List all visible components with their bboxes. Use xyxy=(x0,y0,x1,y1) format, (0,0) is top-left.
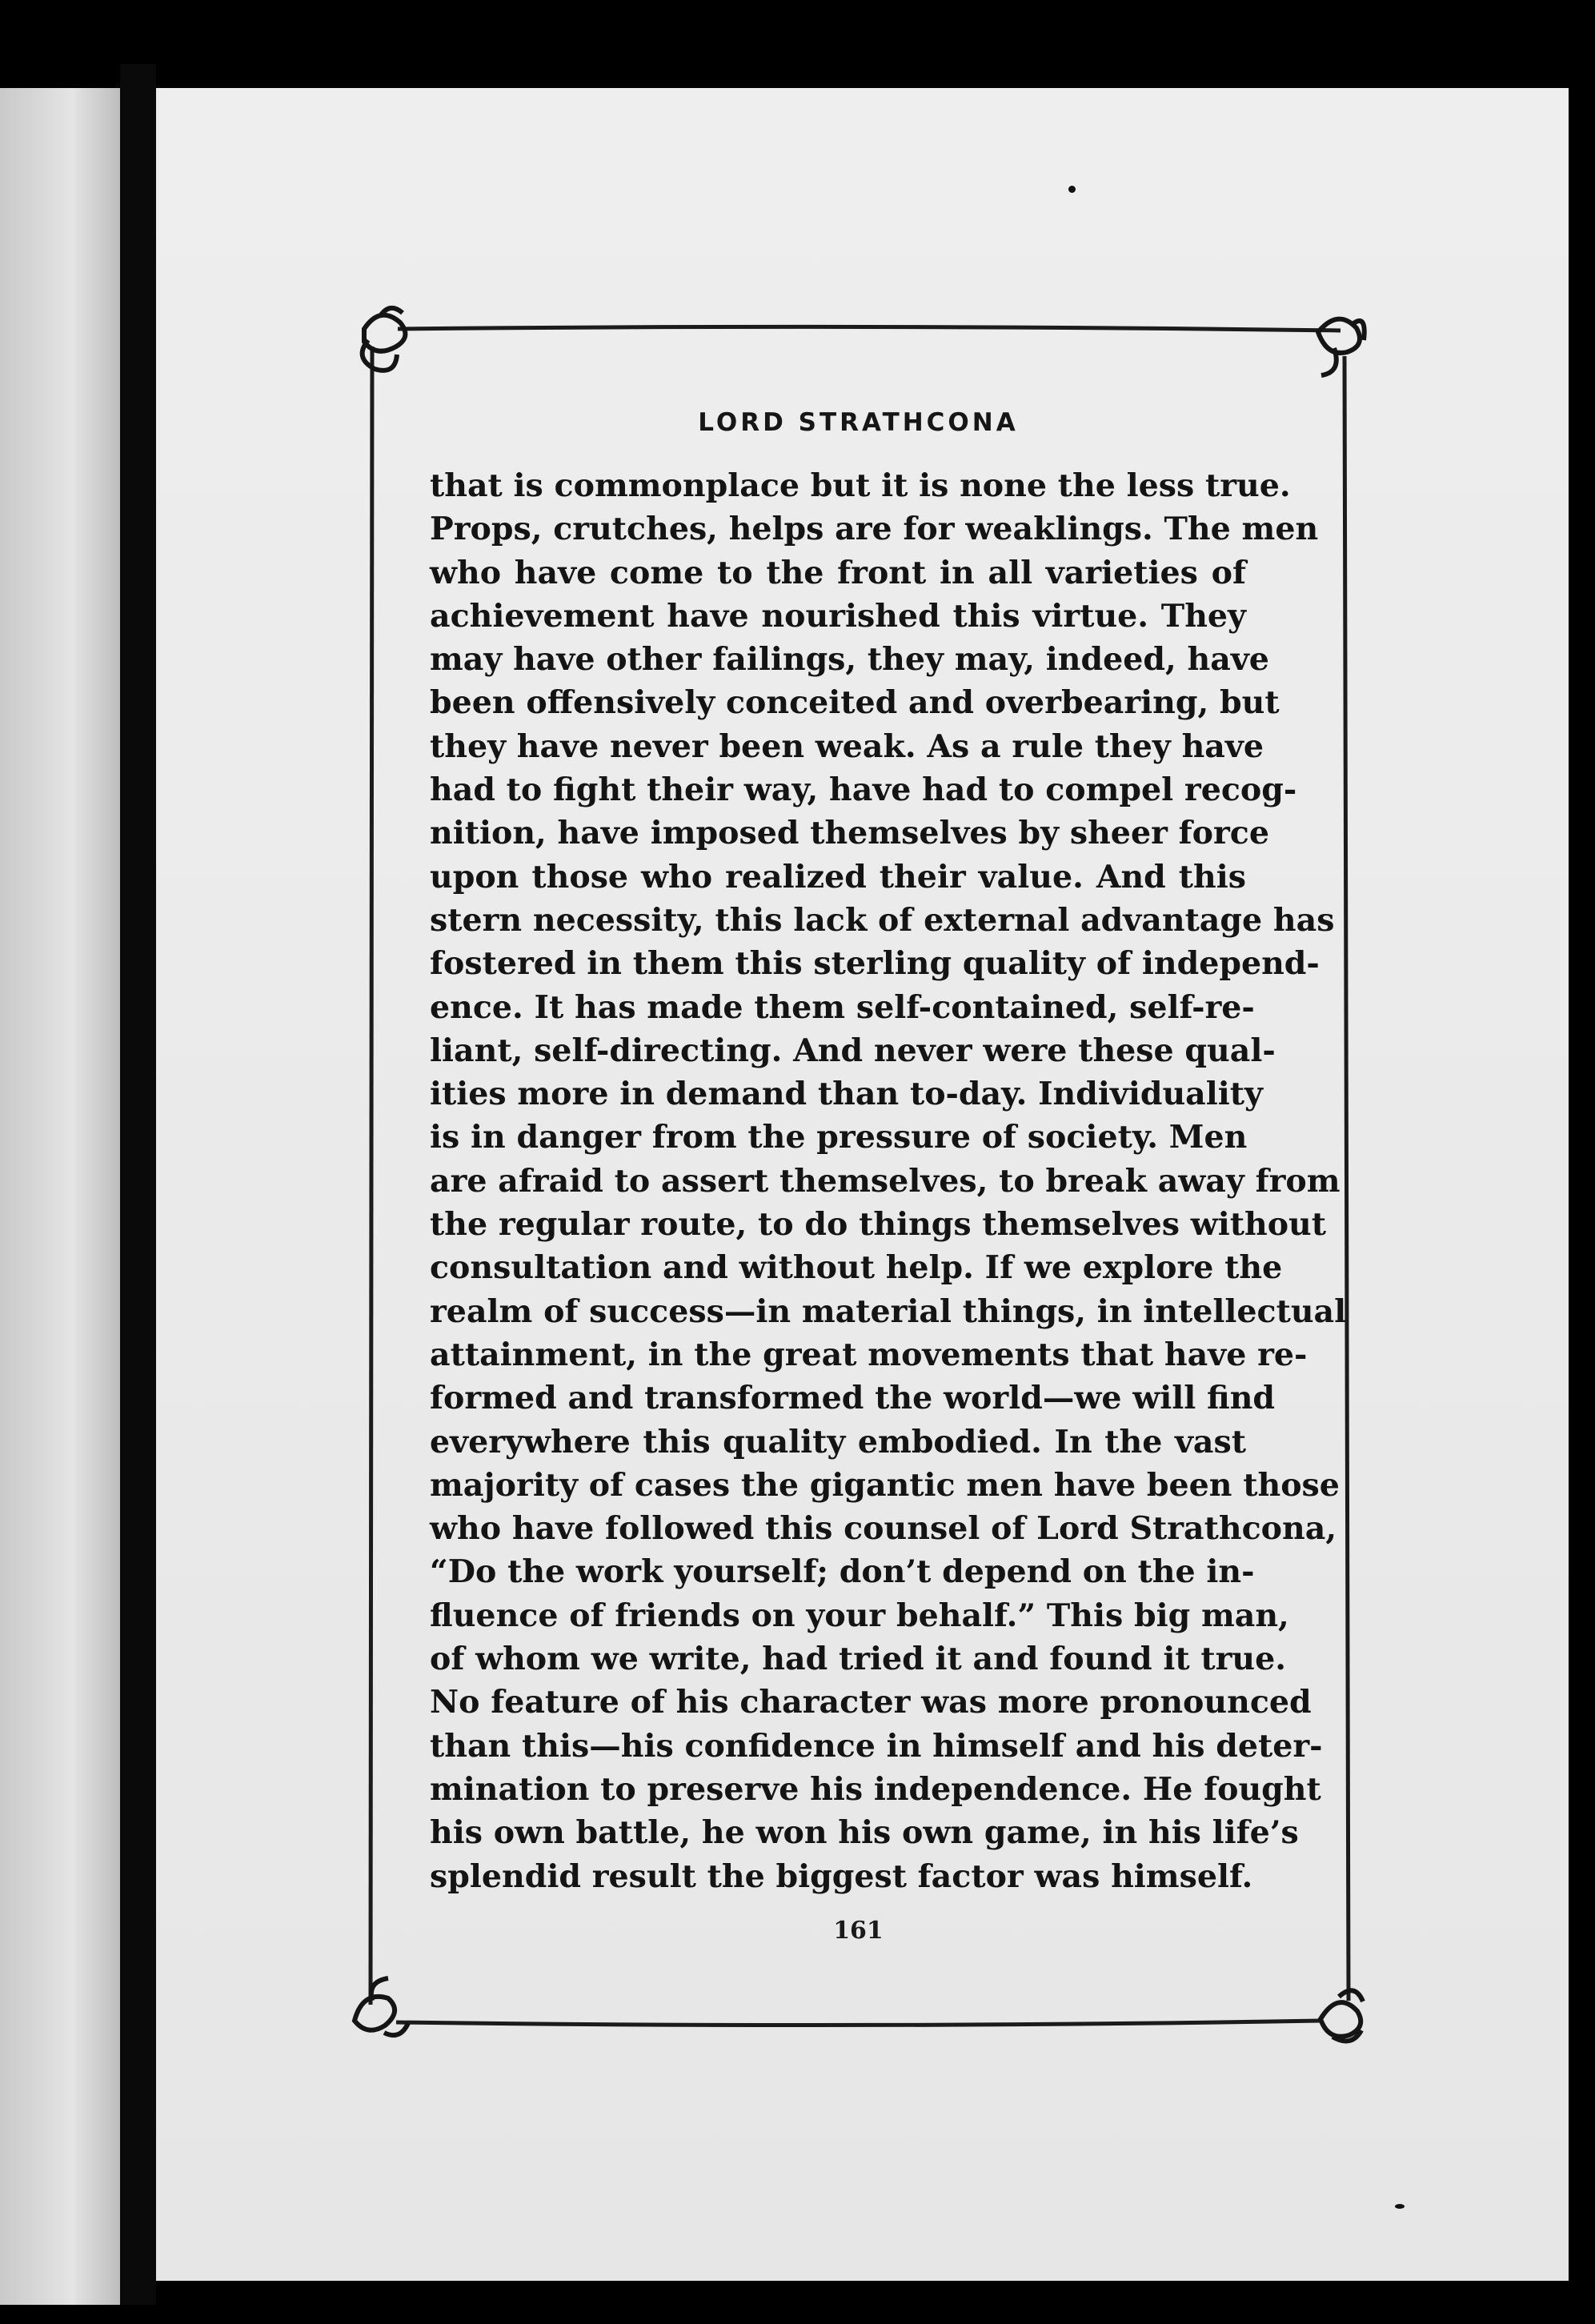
text-line: may have other failings, they may, indeed, have xyxy=(430,641,1269,679)
text-line: Props, crutches, helps are for weaklings. The men xyxy=(430,511,1319,548)
text-line: formed and transformed the world—we will find xyxy=(430,1380,1276,1417)
text-line: consultation and without help. If we explore the xyxy=(430,1249,1283,1287)
text-line: stern necessity, this lack of external advantage has xyxy=(430,901,1335,939)
speck-mark xyxy=(1068,186,1076,193)
text-line: are afraid to assert themselves, to break away from xyxy=(430,1162,1341,1200)
text-line: realm of success—in material things, in intellectual xyxy=(430,1292,1347,1330)
speck-mark xyxy=(1395,2204,1405,2209)
text-line: than this—his confidence in himself and his deter- xyxy=(430,1727,1323,1765)
text-line: been offensively conceited and overbearing, but xyxy=(430,684,1280,722)
text-line: mination to preserve his independence. He fought xyxy=(430,1770,1321,1808)
page-number: 161 xyxy=(833,1917,884,1945)
text-line: everywhere this quality embodied. In the vast xyxy=(430,1423,1246,1461)
text-line: majority of cases the gigantic men have been those xyxy=(430,1466,1340,1504)
text-line: No feature of his character was more pronounced xyxy=(430,1684,1312,1721)
text-line: “Do the work yourself; don’t depend on the in- xyxy=(430,1553,1255,1591)
text-line: that is commonplace but it is none the less true. xyxy=(430,467,1291,504)
text-line: attainment, in the great movements that have re- xyxy=(430,1336,1308,1373)
text-line: liant, self-directing. And never were these qual- xyxy=(430,1032,1276,1069)
text-line: his own battle, he won his own game, in his life’s xyxy=(430,1814,1299,1852)
text-line: fluence of friends on your behalf.” This big man, xyxy=(430,1597,1289,1634)
text-line: achievement have nourished this virtue. They xyxy=(430,597,1246,635)
running-head: LORD STRATHCONA xyxy=(698,408,1019,437)
text-line: of whom we write, had tried it and found it true. xyxy=(430,1641,1287,1678)
corner-ornament-bottom-right xyxy=(1320,1990,1363,2041)
corner-ornament-top-right xyxy=(1318,319,1365,375)
text-line: had to fight their way, have had to compel recog- xyxy=(430,771,1297,809)
text-line: upon those who realized their value. And this xyxy=(430,858,1246,896)
book-gutter xyxy=(120,64,156,2305)
text-line: nition, have imposed themselves by sheer force xyxy=(430,815,1269,852)
text-line: ence. It has made them self-contained, self-re- xyxy=(430,988,1255,1026)
text-line: they have never been weak. As a rule they have xyxy=(430,727,1264,765)
text-line: ities more in demand than to-day. Individuality xyxy=(430,1076,1263,1113)
text-line: fostered in them this sterling quality of independ- xyxy=(430,945,1320,983)
text-line: who have come to the front in all varieties of xyxy=(430,554,1246,591)
text-line: who have followed this counsel of Lord Strathcona, xyxy=(430,1510,1337,1548)
text-line: is in danger from the pressure of society. Men xyxy=(430,1119,1248,1156)
corner-ornament-bottom-left xyxy=(355,1978,408,2035)
text-line: splendid result the biggest factor was himself. xyxy=(430,1857,1253,1895)
text-line: the regular route, to do things themselves without xyxy=(430,1206,1327,1244)
left-page-edge xyxy=(0,88,120,2305)
ornamental-frame xyxy=(348,300,1369,2045)
corner-ornament-top-left xyxy=(363,308,406,371)
body-paragraph xyxy=(430,464,1347,1898)
